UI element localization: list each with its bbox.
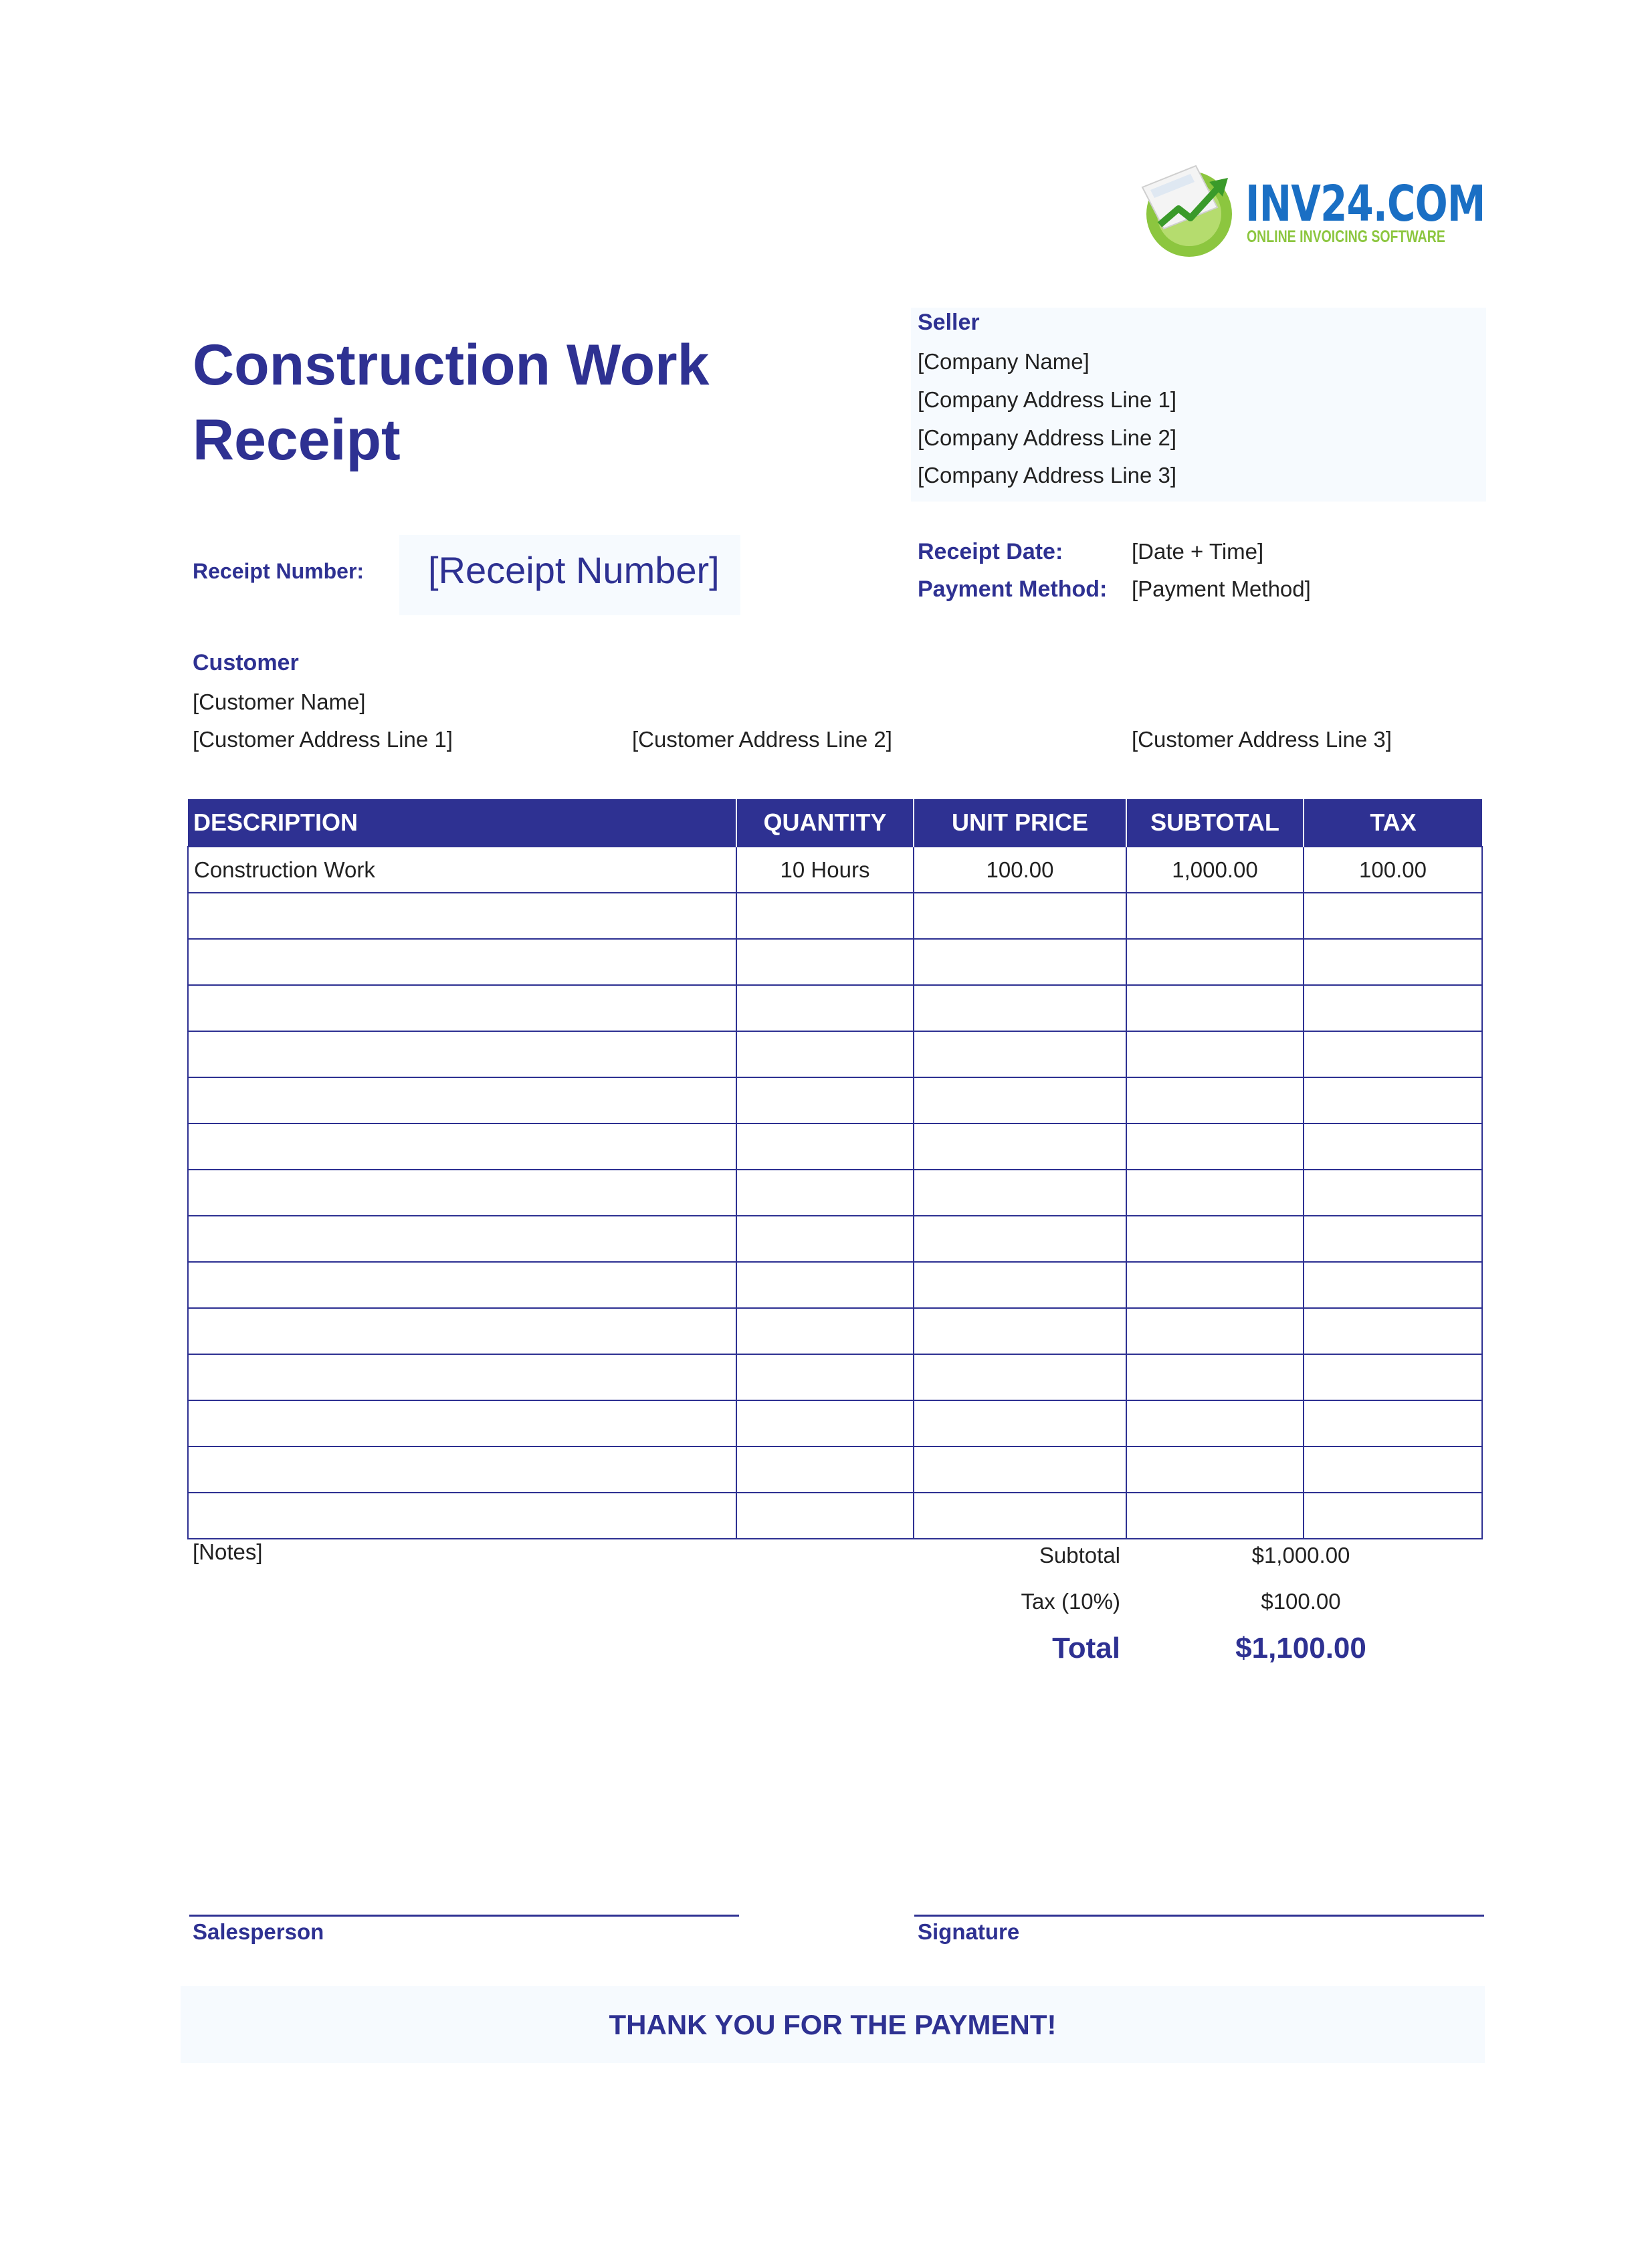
header-quantity: QUANTITY <box>736 799 914 847</box>
table-row <box>188 1493 1482 1539</box>
notes: [Notes] <box>193 1539 263 1564</box>
signature-line <box>914 1915 1484 1917</box>
cell-description <box>188 1031 736 1077</box>
cell-subtotal <box>1126 1170 1304 1216</box>
seller-address-line-2: [Company Address Line 2] <box>918 425 1177 450</box>
table-row <box>188 893 1482 939</box>
cell-quantity <box>736 1354 914 1400</box>
cell-tax: 100.00 <box>1304 847 1482 893</box>
cell-quantity <box>736 939 914 985</box>
cell-subtotal <box>1126 939 1304 985</box>
header-tax: TAX <box>1304 799 1482 847</box>
cell-unit-price <box>914 1400 1126 1446</box>
table-row <box>188 847 1482 893</box>
cell-description <box>188 1123 736 1170</box>
cell-tax <box>1304 1170 1482 1216</box>
table-row <box>188 939 1482 985</box>
signature-label: Signature <box>918 1919 1020 1944</box>
table-row <box>188 1400 1482 1446</box>
cell-description <box>188 1308 736 1354</box>
cell-description <box>188 985 736 1031</box>
cell-description <box>188 1400 736 1446</box>
total-label: Total <box>1052 1632 1120 1665</box>
subtotal-value: $1,000.00 <box>1251 1543 1350 1568</box>
customer-address-line-1: [Customer Address Line 1] <box>193 727 453 752</box>
cell-tax <box>1304 1031 1482 1077</box>
table-row <box>188 1216 1482 1262</box>
header-description: DESCRIPTION <box>188 799 736 847</box>
cell-quantity <box>736 985 914 1031</box>
cell-tax <box>1304 939 1482 985</box>
subtotal-label: Subtotal <box>1039 1543 1120 1568</box>
cell-unit-price <box>914 1354 1126 1400</box>
cell-quantity <box>736 1493 914 1539</box>
table-row <box>188 1308 1482 1354</box>
cell-subtotal <box>1126 1262 1304 1308</box>
cell-description <box>188 1493 736 1539</box>
cell-unit-price <box>914 1308 1126 1354</box>
table-row <box>188 1031 1482 1077</box>
seller-address-line-1: [Company Address Line 1] <box>918 387 1177 412</box>
table-header-row <box>188 799 1482 847</box>
logo-brand-text: INV24.COM <box>1245 175 1485 233</box>
seller-label: Seller <box>918 310 980 335</box>
logo-tagline: ONLINE INVOICING SOFTWARE <box>1247 227 1445 246</box>
cell-quantity <box>736 1123 914 1170</box>
cell-description <box>188 1354 736 1400</box>
cell-subtotal <box>1126 985 1304 1031</box>
cell-description <box>188 1077 736 1123</box>
cell-quantity <box>736 1262 914 1308</box>
cell-tax <box>1304 1308 1482 1354</box>
cell-description <box>188 1262 736 1308</box>
cell-quantity <box>736 893 914 939</box>
cell-description: Construction Work <box>188 847 736 893</box>
cell-quantity <box>736 1446 914 1493</box>
cell-unit-price <box>914 1031 1126 1077</box>
cell-tax <box>1304 1354 1482 1400</box>
cell-quantity <box>736 1077 914 1123</box>
table-row <box>188 1262 1482 1308</box>
logo-emblem-icon <box>1137 160 1244 261</box>
cell-quantity <box>736 1400 914 1446</box>
thank-you-banner: THANK YOU FOR THE PAYMENT! <box>181 1986 1485 2063</box>
tax-value: $100.00 <box>1261 1589 1341 1614</box>
cell-unit-price <box>914 1446 1126 1493</box>
customer-name: [Customer Name] <box>193 689 366 714</box>
cell-unit-price <box>914 1123 1126 1170</box>
cell-subtotal <box>1126 1031 1304 1077</box>
total-value: $1,100.00 <box>1235 1632 1366 1665</box>
header-unit-price: UNIT PRICE <box>914 799 1126 847</box>
cell-unit-price: 100.00 <box>914 847 1126 893</box>
table-row <box>188 1123 1482 1170</box>
payment-method-value: [Payment Method] <box>1132 576 1311 601</box>
customer-label: Customer <box>193 650 299 675</box>
cell-quantity <box>736 1216 914 1262</box>
receipt-number-value: [Receipt Number] <box>428 549 720 591</box>
cell-quantity <box>736 1170 914 1216</box>
table-row <box>188 1170 1482 1216</box>
cell-tax <box>1304 1446 1482 1493</box>
customer-address-line-2: [Customer Address Line 2] <box>632 727 892 752</box>
cell-tax <box>1304 893 1482 939</box>
cell-description <box>188 893 736 939</box>
cell-subtotal <box>1126 1216 1304 1262</box>
cell-description <box>188 1446 736 1493</box>
receipt-date-value: [Date + Time] <box>1132 539 1264 564</box>
cell-unit-price <box>914 893 1126 939</box>
cell-tax <box>1304 1262 1482 1308</box>
cell-quantity: 10 Hours <box>736 847 914 893</box>
title-line-1: Construction Work <box>193 333 710 397</box>
cell-unit-price <box>914 939 1126 985</box>
cell-subtotal <box>1126 1400 1304 1446</box>
cell-unit-price <box>914 1262 1126 1308</box>
cell-subtotal <box>1126 1493 1304 1539</box>
table-row <box>188 985 1482 1031</box>
receipt-number-label: Receipt Number: <box>193 559 365 583</box>
cell-tax <box>1304 1123 1482 1170</box>
cell-subtotal: 1,000.00 <box>1126 847 1304 893</box>
page-title <box>193 328 795 477</box>
cell-quantity <box>736 1031 914 1077</box>
table-row <box>188 1077 1482 1123</box>
cell-quantity <box>736 1308 914 1354</box>
seller-company-name: [Company Name] <box>918 349 1090 374</box>
cell-unit-price <box>914 985 1126 1031</box>
salesperson-label: Salesperson <box>193 1919 324 1944</box>
payment-method-label: Payment Method: <box>918 576 1108 602</box>
cell-description <box>188 1170 736 1216</box>
table-row <box>188 1354 1482 1400</box>
cell-subtotal <box>1126 1308 1304 1354</box>
cell-description <box>188 939 736 985</box>
receipt-date-label: Receipt Date: <box>918 539 1063 564</box>
cell-tax <box>1304 1400 1482 1446</box>
company-logo <box>1137 160 1485 261</box>
cell-unit-price <box>914 1170 1126 1216</box>
cell-subtotal <box>1126 1123 1304 1170</box>
cell-subtotal <box>1126 1446 1304 1493</box>
customer-address-line-3: [Customer Address Line 3] <box>1132 727 1392 752</box>
salesperson-line <box>189 1915 739 1917</box>
cell-unit-price <box>914 1216 1126 1262</box>
cell-subtotal <box>1126 1077 1304 1123</box>
cell-tax <box>1304 985 1482 1031</box>
cell-tax <box>1304 1077 1482 1123</box>
cell-unit-price <box>914 1493 1126 1539</box>
header-subtotal: SUBTOTAL <box>1126 799 1304 847</box>
cell-description <box>188 1216 736 1262</box>
table-row <box>188 1446 1482 1493</box>
cell-subtotal <box>1126 1354 1304 1400</box>
tax-label: Tax (10%) <box>1021 1589 1120 1614</box>
title-line-2: Receipt <box>193 408 401 472</box>
seller-address-line-3: [Company Address Line 3] <box>918 463 1177 488</box>
cell-tax <box>1304 1216 1482 1262</box>
cell-tax <box>1304 1493 1482 1539</box>
cell-unit-price <box>914 1077 1126 1123</box>
cell-subtotal <box>1126 893 1304 939</box>
line-items-table <box>187 799 1483 1539</box>
